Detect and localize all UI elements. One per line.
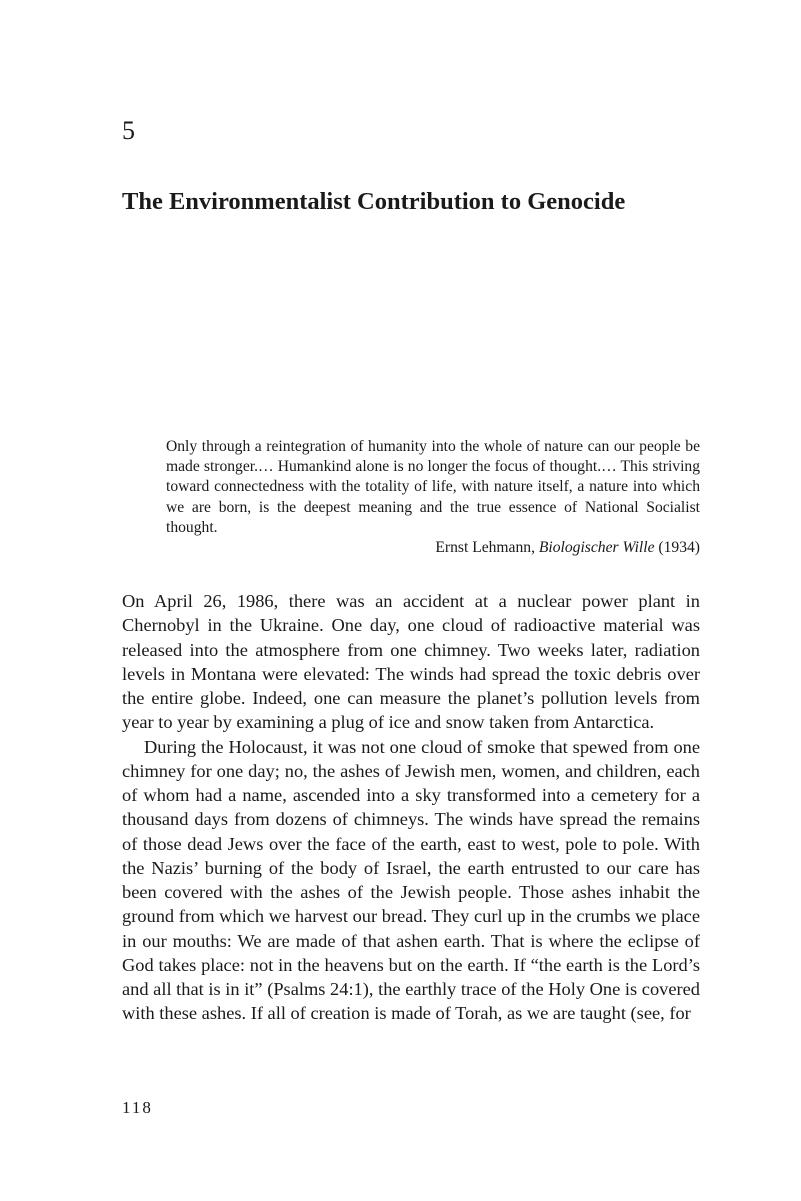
epigraph-quote: Only through a reintegration of humanity into the whole of nature can our people be made stronger.… Humankind alone is no longer the focus of thought.… This striving toward connectedness with the totality of life, with nature itself, a nature into which we are born, is the deepest meaning and the true essence of National Socialist thought. [166,438,700,536]
epigraph-attribution [166,538,700,558]
paragraph: On April 26, 1986, there was an accident at a nuclear power plant in Chernobyl in the Ukraine. One day, one cloud of radioactive material was released into the atmosphere from one chimney. Two weeks later, radiation levels in Montana were elevated: The winds had spread the toxic debris over the entire globe. Indeed, one can measure the planet’s pollution levels from year to year by examining a plug of ice and snow taken from Antarctica. [122,591,700,733]
chapter-title: The Environmentalist Contribution to Genocide [122,188,626,215]
page-number: 118 [122,1098,153,1117]
epigraph-author: Ernst Lehmann, [435,539,539,557]
chapter-number: 5 [122,116,135,145]
epigraph-work-title: Biologischer Wille [538,539,655,557]
epigraph-year: (1934) [654,539,700,557]
paragraph: During the Holocaust, it was not one cloud of smoke that spewed from one chimney for one day; no, the ashes of Jewish men, women, and children, each of whom had a name, ascended into a sky transformed into a cemetery for a thousand days from dozens of chimneys. The winds have spread the remains of those dead Jews over the face of the earth, east to west, pole to pole. With the Nazis’ burning of the body of Israel, the earth entrusted to our care has been covered with the ashes of the Jewish people. Those ashes inhabit the ground from which we harvest our bread. They curl up in the crumbs we place in our mouths: We are made of that ashen earth. That is where the eclipse of God takes place: not in the heavens but on the earth. If “the earth is the Lord’s and all that is in it” (Psalms 24:1), the earthly trace of the Holy One is covered with these ashes. If all of creation is made of Torah, as we are taught (see, for [122,736,700,1024]
body-text [122,589,700,1026]
epigraph [166,437,700,558]
